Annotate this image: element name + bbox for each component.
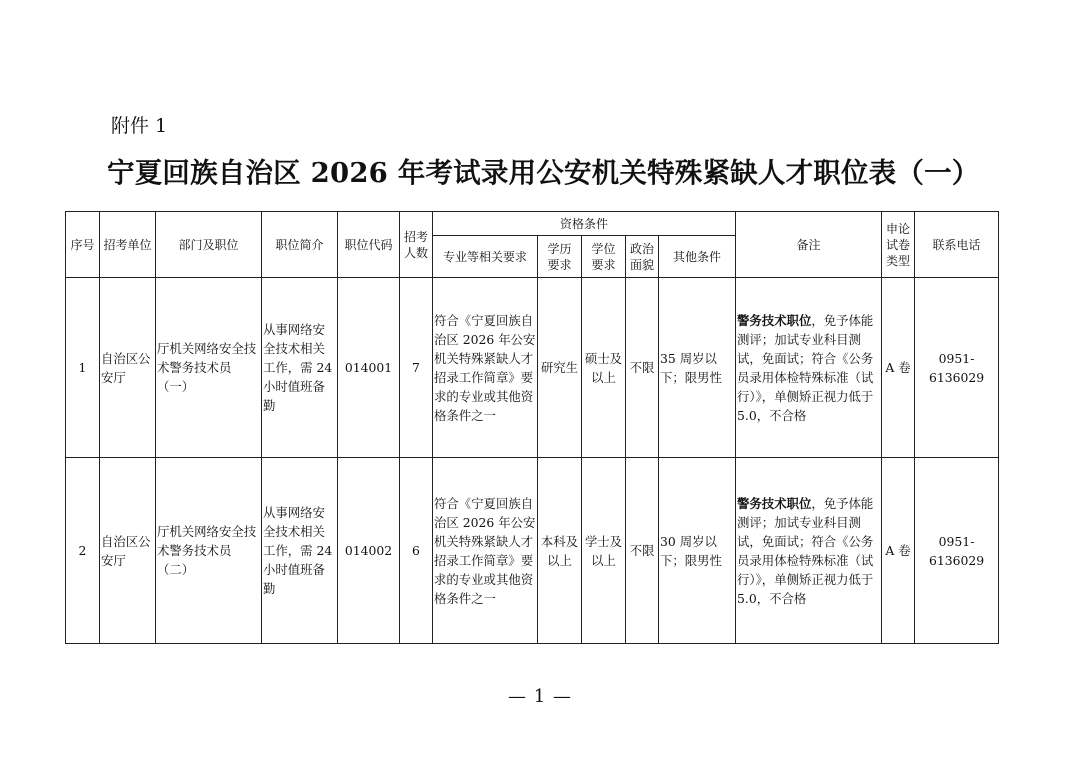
document-title: 宁夏回族自治区 2026 年考试录用公安机关特殊紧缺人才职位表（一） (107, 157, 980, 189)
positions-table (65, 211, 999, 644)
cell-count: 6 (400, 458, 433, 644)
cell-dept: 厅机关网络安全技术警务技术员（二） (156, 458, 262, 644)
cell-seq: 2 (66, 458, 100, 644)
cell-code: 014002 (338, 458, 400, 644)
header-employer: 招考单位 (100, 212, 156, 278)
cell-phone: 0951-6136029 (915, 278, 999, 458)
remarks-emphasis: 警务技术职位 (737, 312, 812, 328)
header-phone: 联系电话 (915, 212, 999, 278)
header-political-text: 政治面貌 (629, 241, 654, 272)
header-intro: 职位简介 (262, 212, 338, 278)
header-dept: 部门及职位 (156, 212, 262, 278)
attachment-label: 附件 1 (111, 115, 168, 137)
header-political (626, 236, 659, 278)
header-edu-text: 学历要求 (547, 241, 572, 272)
header-seq: 序号 (66, 212, 100, 278)
cell-remarks (736, 278, 882, 458)
cell-seq: 1 (66, 278, 100, 458)
header-degree (582, 236, 626, 278)
cell-degree: 学士及以上 (582, 458, 626, 644)
cell-remarks (736, 458, 882, 644)
remarks-text: ，免予体能测评；加试专业科目测试，免面试；符合《公务员录用体检特殊标准（试行）》，单侧矫正视力低于 5.0，不合格 (737, 312, 874, 423)
header-major: 专业等相关要求 (433, 236, 538, 278)
cell-edu: 研究生 (538, 278, 582, 458)
table-row (66, 458, 999, 644)
cell-other: 35 周岁以下；限男性 (659, 278, 736, 458)
page-number: — 1 — (508, 686, 572, 707)
table-row (66, 278, 999, 458)
cell-count: 7 (400, 278, 433, 458)
cell-phone: 0951-6136029 (915, 458, 999, 644)
cell-edu: 本科及以上 (538, 458, 582, 644)
cell-code: 014001 (338, 278, 400, 458)
header-qualifications: 资格条件 (433, 212, 736, 236)
cell-dept: 厅机关网络安全技术警务技术员（一） (156, 278, 262, 458)
cell-major: 符合《宁夏回族自治区 2026 年公安机关特殊紧缺人才招录工作简章》要求的专业或其他资格条件之一 (433, 458, 538, 644)
header-exam (882, 212, 915, 278)
cell-other: 30 周岁以下；限男性 (659, 458, 736, 644)
cell-exam: A 卷 (882, 278, 915, 458)
cell-employer: 自治区公安厅 (100, 458, 156, 644)
cell-employer: 自治区公安厅 (100, 278, 156, 458)
remarks-text: ，免予体能测评；加试专业科目测试，免面试；符合《公务员录用体检特殊标准（试行）》，单侧矫正视力低于 5.0，不合格 (737, 495, 874, 606)
header-edu (538, 236, 582, 278)
header-remarks: 备注 (736, 212, 882, 278)
cell-exam: A 卷 (882, 458, 915, 644)
cell-political: 不限 (626, 458, 659, 644)
remarks-emphasis: 警务技术职位 (737, 495, 812, 511)
header-code: 职位代码 (338, 212, 400, 278)
header-exam-text: 申论试卷类型 (886, 221, 911, 268)
cell-intro: 从事网络安全技术相关工作，需 24 小时值班备勤 (262, 458, 338, 644)
cell-political: 不限 (626, 278, 659, 458)
header-count (400, 212, 433, 278)
header-other: 其他条件 (659, 236, 736, 278)
cell-intro: 从事网络安全技术相关工作，需 24 小时值班备勤 (262, 278, 338, 458)
header-degree-text: 学位要求 (591, 241, 616, 272)
cell-major: 符合《宁夏回族自治区 2026 年公安机关特殊紧缺人才招录工作简章》要求的专业或其他资格条件之一 (433, 278, 538, 458)
cell-degree: 硕士及以上 (582, 278, 626, 458)
header-count-text: 招考人数 (403, 229, 428, 260)
